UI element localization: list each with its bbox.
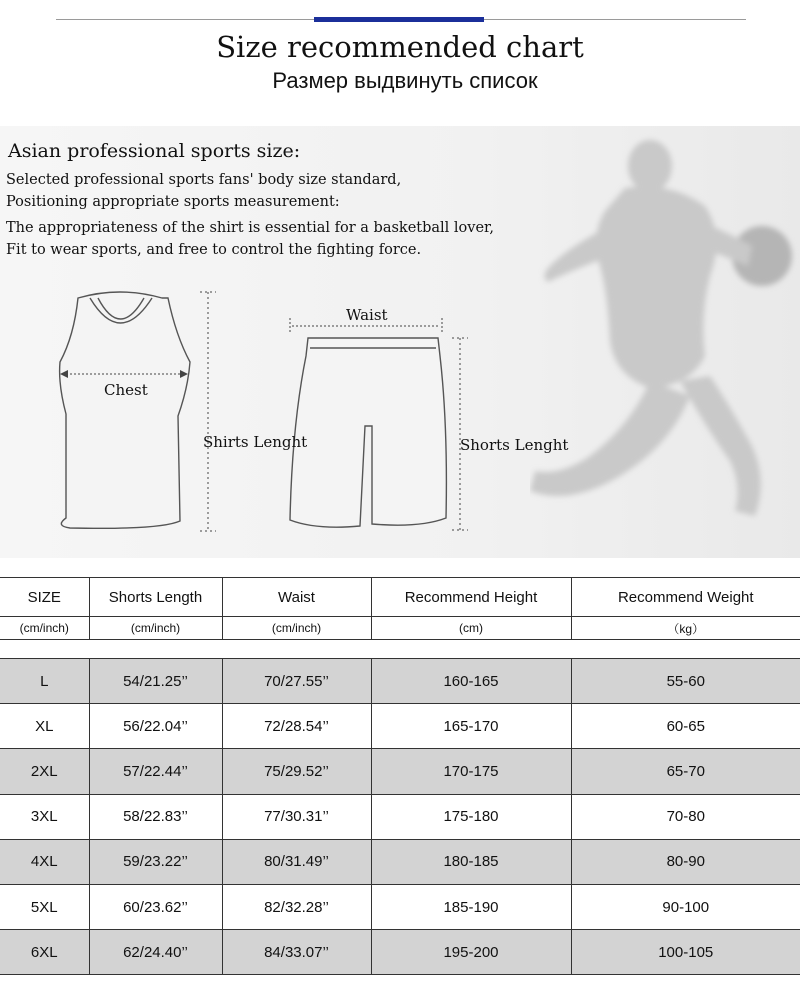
unit-size: (cm/inch) [0,617,89,640]
waist-cell: 75/29.52’’ [222,749,371,794]
info-line-1: Selected professional sports fans' body size standard, [6,172,402,188]
shirts-length-label: Shirts Lenght [203,433,308,451]
shorts-outline [290,338,446,527]
header-recommend-weight: Recommend Weight [571,578,800,617]
info-line-2: Positioning appropriate sports measurement: [6,194,340,210]
size-cell: 3XL [0,794,89,839]
weight-cell: 60-65 [571,704,800,749]
size-cell: L [0,659,89,704]
waist-label: Waist [346,306,388,324]
waist-cell: 82/32.28’’ [222,884,371,929]
height-cell: 160-165 [371,659,571,704]
table-row [0,794,800,839]
weight-cell: 90-100 [571,884,800,929]
waist-cell: 72/28.54’’ [222,704,371,749]
table-row [0,884,800,929]
weight-cell: 70-80 [571,794,800,839]
info-line-3: The appropriateness of the shirt is essential for a basketball lover, [6,220,495,236]
unit-shorts-length: (cm/inch) [89,617,222,640]
shorts-length-cell: 57/22.44’’ [89,749,222,794]
size-cell: 5XL [0,884,89,929]
shorts-length-cell: 60/23.62’’ [89,884,222,929]
weight-cell: 65-70 [571,749,800,794]
size-table [0,577,800,975]
page-subtitle: Размер выдвинуть список [272,68,538,93]
table-row [0,930,800,975]
height-cell: 185-190 [371,884,571,929]
waist-cell: 80/31.49’’ [222,839,371,884]
weight-cell: 55-60 [571,659,800,704]
table-row [0,704,800,749]
weight-cell: 80-90 [571,839,800,884]
height-cell: 195-200 [371,930,571,975]
header-shorts-length: Shorts Length [89,578,222,617]
shorts-length-label: Shorts Lenght [460,436,569,454]
info-heading: Asian professional sports size: [8,140,301,162]
waist-cell: 77/30.31’’ [222,794,371,839]
garment-illustrations [0,126,600,558]
shorts-length-cell: 59/23.22’’ [89,839,222,884]
shorts-length-cell: 62/24.40’’ [89,930,222,975]
table-row [0,659,800,704]
size-cell: XL [0,704,89,749]
height-cell: 175-180 [371,794,571,839]
jersey-outline [60,292,190,528]
unit-weight: （kg） [571,617,800,640]
size-cell: 2XL [0,749,89,794]
shorts-length-cell: 58/22.83’’ [89,794,222,839]
height-cell: 165-170 [371,704,571,749]
shorts-length-cell: 56/22.04’’ [89,704,222,749]
info-panel [0,126,800,558]
weight-cell: 100-105 [571,930,800,975]
table-spacer-row [0,640,800,659]
table-row [0,839,800,884]
header-accent-bar [314,17,484,22]
chest-label: Chest [104,381,148,399]
waist-cell: 70/27.55’’ [222,659,371,704]
header-waist: Waist [222,578,371,617]
table-header-row [0,578,800,617]
height-cell: 170-175 [371,749,571,794]
unit-waist: (cm/inch) [222,617,371,640]
size-cell: 4XL [0,839,89,884]
unit-height: (cm) [371,617,571,640]
info-line-4: Fit to wear sports, and free to control the fighting force. [6,242,422,258]
table-unit-row [0,617,800,640]
shorts-length-cell: 54/21.25’’ [89,659,222,704]
waist-cell: 84/33.07’’ [222,930,371,975]
header-size: SIZE [0,578,89,617]
height-cell: 180-185 [371,839,571,884]
page-title: Size recommended chart [216,30,584,64]
table-row [0,749,800,794]
header-recommend-height: Recommend Height [371,578,571,617]
size-cell: 6XL [0,930,89,975]
